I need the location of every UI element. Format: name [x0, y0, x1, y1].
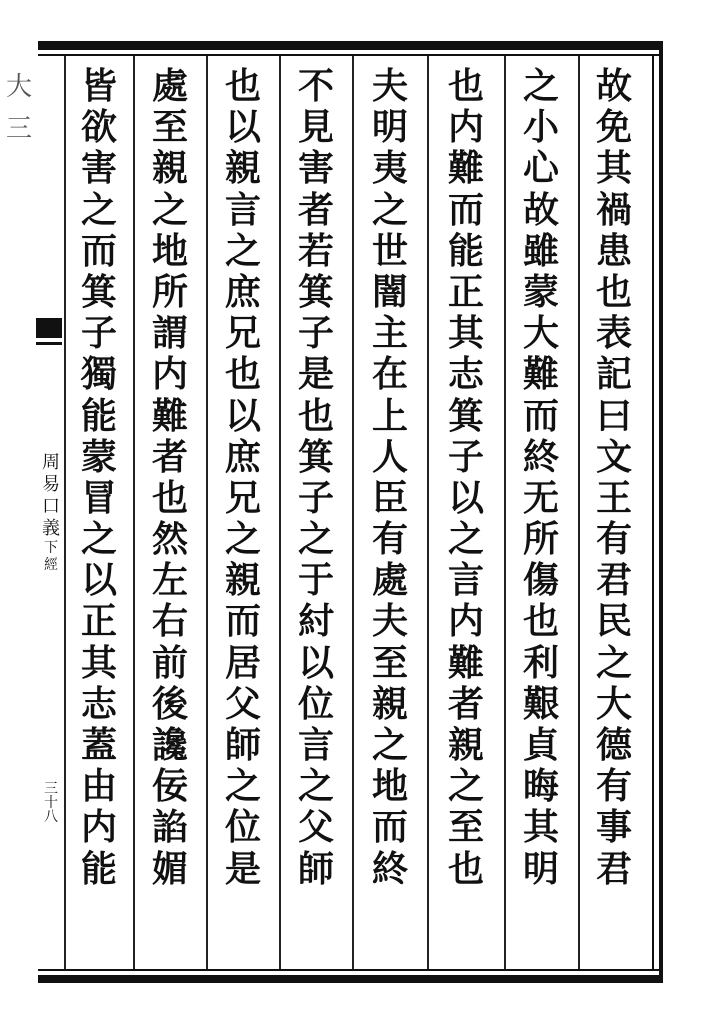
glyph: 志 [447, 353, 484, 396]
glyph: 難 [151, 394, 188, 437]
glyph: 世 [371, 229, 408, 272]
glyph: 左 [151, 559, 188, 602]
column-rule [352, 56, 354, 969]
glyph: 子 [297, 476, 334, 519]
text-column [215, 66, 271, 966]
glyph: 之 [297, 518, 334, 561]
text-column [438, 66, 494, 966]
text-column [142, 66, 198, 966]
glyph: 有 [371, 518, 408, 561]
glyph: 子 [447, 435, 484, 478]
glyph: 處 [371, 559, 408, 602]
glyph: 所 [151, 270, 188, 313]
glyph: 之 [80, 188, 117, 231]
glyph: 文 [595, 435, 632, 478]
fishtail-mark [36, 318, 62, 338]
glyph: 言 [447, 559, 484, 602]
glyph: 表 [595, 312, 632, 355]
glyph: 大 [522, 312, 559, 355]
glyph: 之 [80, 518, 117, 561]
glyph: 之 [224, 229, 261, 272]
glyph: 師 [224, 724, 261, 766]
glyph: 之 [522, 65, 559, 107]
glyph: 也 [224, 65, 261, 107]
glyph: 終 [522, 435, 559, 478]
text-column [288, 66, 344, 966]
glyph: 心 [522, 147, 559, 190]
glyph: 言 [297, 724, 334, 766]
glyph: 之 [371, 188, 408, 231]
glyph: 故 [522, 188, 559, 231]
glyph: 夫 [371, 65, 408, 107]
glyph: 者 [447, 682, 484, 725]
folio-number: 三 十 八 [44, 781, 58, 825]
glyph: 父 [297, 806, 334, 849]
frame-top-border [38, 41, 663, 50]
glyph: 也 [522, 600, 559, 643]
glyph: 也 [447, 847, 484, 890]
glyph: 患 [595, 229, 632, 272]
glyph: 利 [522, 641, 559, 684]
glyph: 蓋 [80, 724, 117, 766]
glyph: 其 [522, 806, 559, 849]
glyph: 能 [80, 394, 117, 437]
glyph: 右 [151, 600, 188, 643]
glyph: 也 [224, 353, 261, 396]
glyph: 佞 [151, 765, 188, 808]
column-rule [504, 56, 506, 969]
glyph: 貞 [522, 724, 559, 766]
glyph: 位 [224, 806, 261, 849]
glyph: 也 [151, 476, 188, 519]
glyph: 王 [595, 476, 632, 519]
glyph: 有 [595, 518, 632, 561]
glyph: 蒙 [522, 270, 559, 313]
glyph: 免 [595, 106, 632, 149]
glyph: 也 [297, 394, 334, 437]
glyph: 明 [371, 106, 408, 149]
glyph: 是 [297, 353, 334, 396]
glyph: 内 [151, 353, 188, 396]
glyph: 不 [297, 65, 334, 107]
glyph: 之 [447, 765, 484, 808]
glyph: 處 [151, 65, 188, 107]
glyph: 之 [224, 765, 261, 808]
column-rule [578, 56, 580, 969]
glyph: 人 [371, 435, 408, 478]
glyph: 民 [595, 600, 632, 643]
text-column [586, 66, 642, 966]
glyph: 臣 [371, 476, 408, 519]
glyph: 以 [224, 394, 261, 437]
glyph: 也 [595, 270, 632, 313]
glyph: 兄 [224, 476, 261, 519]
glyph: 正 [80, 600, 117, 643]
glyph: 後 [151, 682, 188, 725]
glyph: 在 [371, 353, 408, 396]
glyph: 讒 [151, 724, 188, 766]
glyph: 事 [595, 806, 632, 849]
glyph: 子 [80, 312, 117, 355]
column-rule [427, 56, 429, 969]
glyph: 諂 [151, 806, 188, 849]
glyph: 之 [371, 724, 408, 766]
text-column [71, 66, 127, 966]
frame-right-border [659, 41, 663, 983]
glyph: 无 [522, 476, 559, 519]
glyph: 至 [151, 106, 188, 149]
glyph: 以 [447, 476, 484, 519]
glyph: 所 [522, 518, 559, 561]
glyph: 三 [5, 114, 32, 144]
glyph: 有 [595, 765, 632, 808]
glyph: 箕 [447, 394, 484, 437]
glyph: 小 [522, 106, 559, 149]
glyph: 庶 [224, 435, 261, 478]
glyph: 夷 [371, 147, 408, 190]
frame-right-inner-line [652, 54, 654, 971]
column-rule [133, 56, 135, 969]
glyph: 禍 [595, 188, 632, 231]
glyph: 位 [297, 682, 334, 725]
glyph: 能 [447, 229, 484, 272]
frame-top-inner-line [38, 54, 663, 56]
glyph: 以 [224, 106, 261, 149]
glyph: 之 [224, 518, 261, 561]
glyph: 終 [371, 847, 408, 890]
glyph: 親 [371, 682, 408, 725]
glyph: 害 [297, 147, 334, 190]
glyph: 兄 [224, 312, 261, 355]
glyph: 是 [224, 847, 261, 890]
frame-bottom-inner-line [38, 969, 663, 971]
glyph: 箕 [297, 270, 334, 313]
glyph: 箕 [80, 270, 117, 313]
glyph: 難 [522, 353, 559, 396]
glyph: 而 [371, 806, 408, 849]
glyph: 冒 [80, 476, 117, 519]
glyph: 師 [297, 847, 334, 890]
glyph: 而 [80, 229, 117, 272]
glyph: 其 [595, 147, 632, 190]
glyph: 能 [80, 847, 117, 890]
glyph: 記 [595, 353, 632, 396]
glyph: 其 [447, 312, 484, 355]
glyph: 言 [224, 188, 261, 231]
glyph: 内 [447, 106, 484, 149]
glyph: 庶 [224, 270, 261, 313]
glyph: 上 [371, 394, 408, 437]
glyph: 之 [447, 518, 484, 561]
glyph: 内 [447, 600, 484, 643]
glyph: 大 [595, 682, 632, 725]
glyph: 德 [595, 724, 632, 766]
glyph: 大 [5, 72, 32, 102]
glyph: 箕 [297, 435, 334, 478]
glyph: 居 [224, 641, 261, 684]
glyph: 夫 [371, 600, 408, 643]
glyph: 親 [224, 147, 261, 190]
page-margin [0, 56, 38, 969]
fishtail-line [36, 342, 62, 345]
glyph: 紂 [297, 600, 334, 643]
glyph: 之 [595, 641, 632, 684]
column-rule [206, 56, 208, 969]
glyph: 而 [522, 394, 559, 437]
glyph: 曰 [595, 394, 632, 437]
glyph: 難 [447, 641, 484, 684]
frame-bottom-border [38, 975, 663, 983]
glyph: 艱 [522, 682, 559, 725]
glyph: 親 [447, 724, 484, 766]
glyph: 志 [80, 682, 117, 725]
glyph: 至 [371, 641, 408, 684]
glyph: 故 [595, 65, 632, 107]
glyph: 主 [371, 312, 408, 355]
glyph: 晦 [522, 765, 559, 808]
glyph: 闇 [371, 270, 408, 313]
glyph: 于 [297, 559, 334, 602]
glyph: 見 [297, 106, 334, 149]
glyph: 前 [151, 641, 188, 684]
glyph: 欲 [80, 106, 117, 149]
glyph: 以 [297, 641, 334, 684]
glyph: 雖 [522, 229, 559, 272]
glyph: 而 [447, 188, 484, 231]
glyph: 而 [224, 600, 261, 643]
glyph: 媚 [151, 847, 188, 890]
text-column [362, 66, 418, 966]
glyph: 由 [80, 765, 117, 808]
glyph: 地 [151, 229, 188, 272]
glyph: 也 [447, 65, 484, 107]
glyph: 父 [224, 682, 261, 725]
glyph: 之 [297, 765, 334, 808]
glyph: 者 [297, 188, 334, 231]
spine-rule [64, 56, 66, 969]
glyph: 之 [151, 188, 188, 231]
glyph: 明 [522, 847, 559, 890]
glyph: 正 [447, 270, 484, 313]
glyph: 子 [297, 312, 334, 355]
margin-fragment [2, 66, 36, 150]
glyph: 至 [447, 806, 484, 849]
column-rule [279, 56, 281, 969]
glyph: 獨 [80, 353, 117, 396]
glyph: 君 [595, 559, 632, 602]
glyph: 傷 [522, 559, 559, 602]
glyph: 害 [80, 147, 117, 190]
glyph: 親 [151, 147, 188, 190]
glyph: 若 [297, 229, 334, 272]
glyph: 謂 [151, 312, 188, 355]
glyph: 其 [80, 641, 117, 684]
glyph: 然 [151, 518, 188, 561]
glyph: 以 [80, 559, 117, 602]
glyph: 者 [151, 435, 188, 478]
glyph: 内 [80, 806, 117, 849]
glyph: 皆 [80, 65, 117, 107]
glyph: 難 [447, 147, 484, 190]
glyph: 地 [371, 765, 408, 808]
spine-title: 周 易 口 義 下 經 [42, 452, 60, 573]
glyph: 親 [224, 559, 261, 602]
glyph: 蒙 [80, 435, 117, 478]
text-column [513, 66, 569, 966]
glyph: 君 [595, 847, 632, 890]
